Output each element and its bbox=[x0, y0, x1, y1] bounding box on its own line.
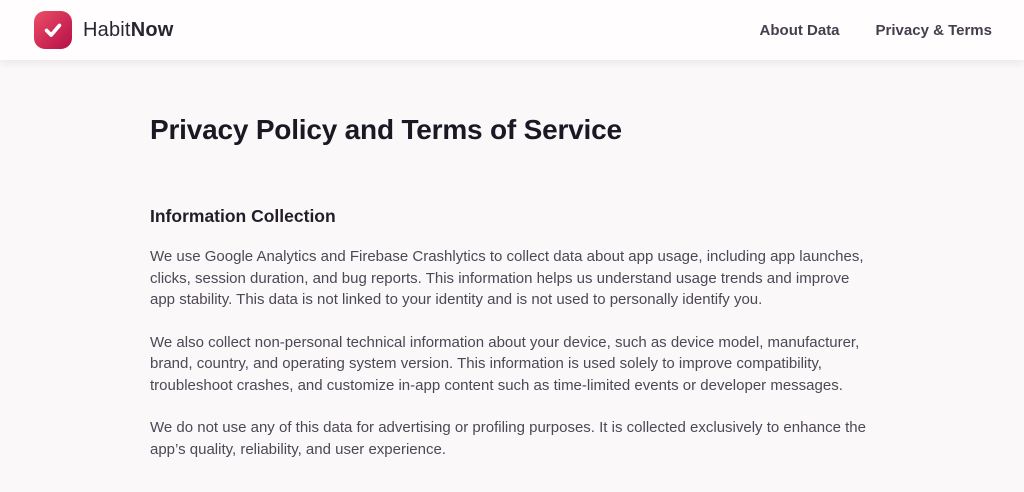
header bbox=[0, 0, 1024, 60]
header-nav bbox=[760, 22, 992, 39]
section-heading-information-collection: Information Collection bbox=[150, 206, 336, 226]
nav-link-privacy-terms[interactable]: Privacy & Terms bbox=[875, 21, 992, 39]
main-content bbox=[0, 114, 1024, 460]
checkmark-icon bbox=[42, 19, 64, 41]
brand-name bbox=[83, 19, 174, 42]
app-logo bbox=[34, 11, 72, 49]
page-title: Privacy Policy and Terms of Service bbox=[150, 114, 622, 145]
nav-link-about-data[interactable]: About Data bbox=[759, 21, 840, 39]
brand-name-bold: Now bbox=[130, 18, 174, 41]
brand[interactable] bbox=[34, 11, 174, 49]
paragraph-no-advertising: We do not use any of this data for advertising or profiling purposes. It is collected exclusively to enhance the app’s quality, reliability, and user experience. bbox=[150, 419, 866, 458]
paragraph-analytics: We use Google Analytics and Firebase Crashlytics to collect data about app usage, including app launches, clicks, session duration, and bug reports. This information helps us understand usage trends and improve app stability. This data is not linked to your identity and is not used to personally identify you. bbox=[150, 248, 864, 308]
brand-name-regular: Habit bbox=[83, 18, 131, 41]
paragraph-device-info: We also collect non-personal technical information about your device, such as device model, manufacturer, brand, country, and operating system version. This information is used solely to improve compatibility, troubleshoot crashes, and customize in-app content such as time-limited events or developer messages. bbox=[150, 333, 860, 394]
